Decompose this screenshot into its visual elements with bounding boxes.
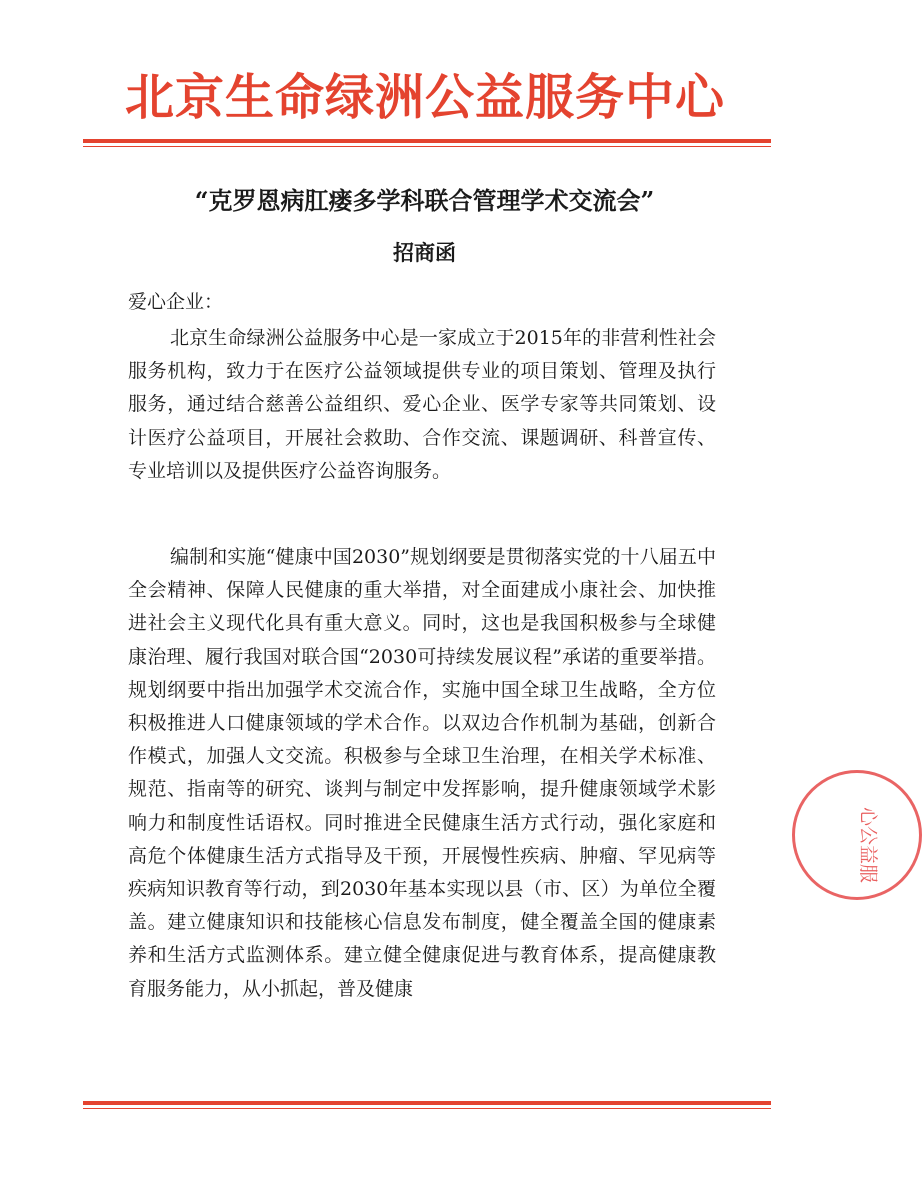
letterhead-rule-bottom (83, 1101, 771, 1109)
body-paragraph-healthy-china: 编制和实施“健康中国2030”规划纲要是贯彻落实党的十八届五中全会精神、保障人民健康的重大举措，对全面建成小康社会、加快推进社会主义现代化具有重大意义。同时，这也是我国积极参与全球健康治理、履行我国对联合国“2030可持续发展议程”承诺的重要举措。规划纲要中指出加强学术交流合作，实施中国全球卫生战略，全方位积极推进人口健康领域的学术合作。以双边合作机制为基础，创新合作模式，加强人文交流。积极参与全球卫生治理，在相关学术标准、规范、指南等的研究、谈判与制定中发挥影响，提升健康领域学术影响力和制度性话语权。同时推进全民健康生活方式行动，强化家庭和高危个体健康生活方式指导及干预，开展慢性疾病、肿瘤、罕见病等疾病知识教育等行动，到2030年基本实现以县（市、区）为单位全覆盖。建立健康知识和技能核心信息发布制度，健全覆盖全国的健康素养和生活方式监测体系。建立健全健康促进与教育体系，提高健康教育服务能力，从小抓起，普及健康 (128, 546, 716, 1000)
seal-text: 心公益服 (857, 807, 879, 884)
body-paragraph-intro: 北京生命绿洲公益服务中心是一家成立于2015年的非营利性社会服务机构，致力于在医疗公益领域提供专业的项目策划、管理及执行服务，通过结合慈善公益组织、爱心企业、医学专家等共同策划、设计医疗公益项目，开展社会救助、合作交流、课题调研、科普宣传、专业培训以及提供医疗公益咨询服务。 (128, 327, 716, 482)
letterhead-rule-top (83, 139, 771, 147)
rule-thin-line (83, 1108, 771, 1109)
rule-thin-line (83, 146, 771, 147)
document-subtitle: 招商函 (393, 240, 456, 265)
official-seal-stamp (792, 770, 922, 900)
letterhead-organization-name: 北京生命绿洲公益服务中心 (124, 69, 725, 126)
document-title: “克罗恩病肛瘘多学科联合管理学术交流会” (194, 186, 655, 215)
salutation: 爱心企业： (128, 291, 224, 313)
